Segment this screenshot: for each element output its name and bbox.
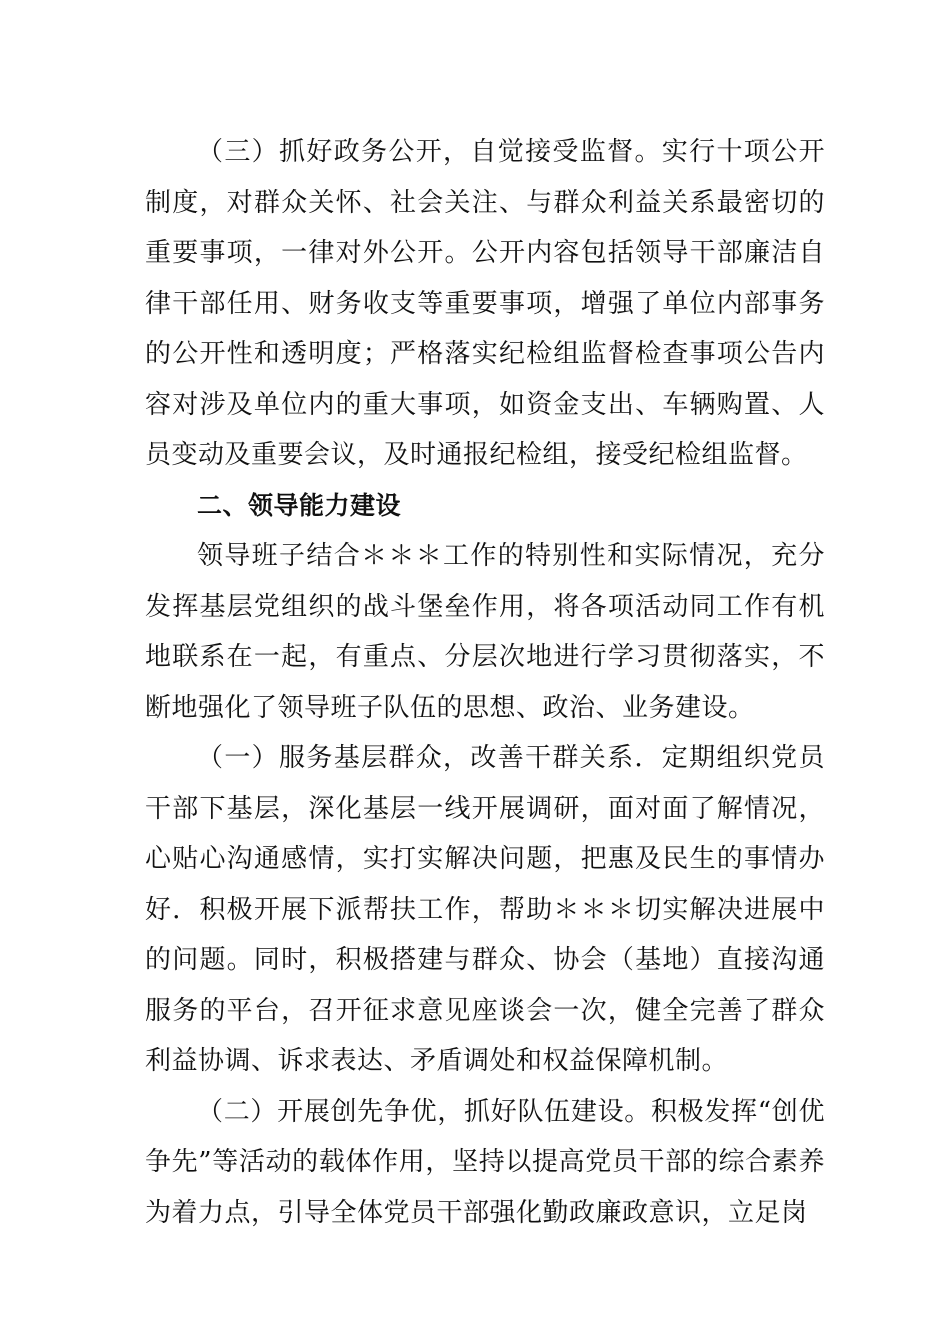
paragraph-public-affairs: （三）抓好政务公开，自觉接受监督。实行十项公开制度，对群众关怀、社会关注、与群众利益关系最密切的重要事项，一律对外公开。公开内容包括领导干部廉洁自律干部任用、财务收支等重要事项，增强了单位内部事务的公开性和透明度；严格落实纪检组监督检查事项公告内容对涉及单位内的重大事项，如资金支出、车辆购置、人员变动及重要会议，及时通报纪检组，接受纪检组监督。 [145,137,825,470]
paragraph-team-building: （二）开展创先争优，抓好队伍建设。积极发挥“创优争先”等活动的载体作用，坚持以提高党员干部的综合素养为着力点，引导全体党员干部强化勤政廉政意识，立足岗 [145,1096,825,1228]
document-body [145,127,825,1238]
paragraph-leadership-intro: 领导班子结合＊＊＊工作的特别性和实际情况，充分发挥基层党组织的战斗堡垒作用，将各项活动同工作有机地联系在一起，有重点、分层次地进行学习贯彻落实，不断地强化了领导班子队伍的思想、政治、业务建设。 [145,541,825,723]
paragraph-serve-grassroots: （一）服务基层群众，改善干群关系．定期组织党员干部下基层，深化基层一线开展调研，面对面了解情况，心贴心沟通感情，实打实解决问题，把惠及民生的事情办好．积极开展下派帮扶工作，帮助＊＊＊切实解决进展中的问题。同时，积极搭建与群众、协会（基地）直接沟通服务的平台，召开征求意见座谈会一次，健全完善了群众利益协调、诉求表达、矛盾调处和权益保障机制。 [145,743,825,1076]
section-heading-leadership: 二、领导能力建设 [197,490,402,520]
